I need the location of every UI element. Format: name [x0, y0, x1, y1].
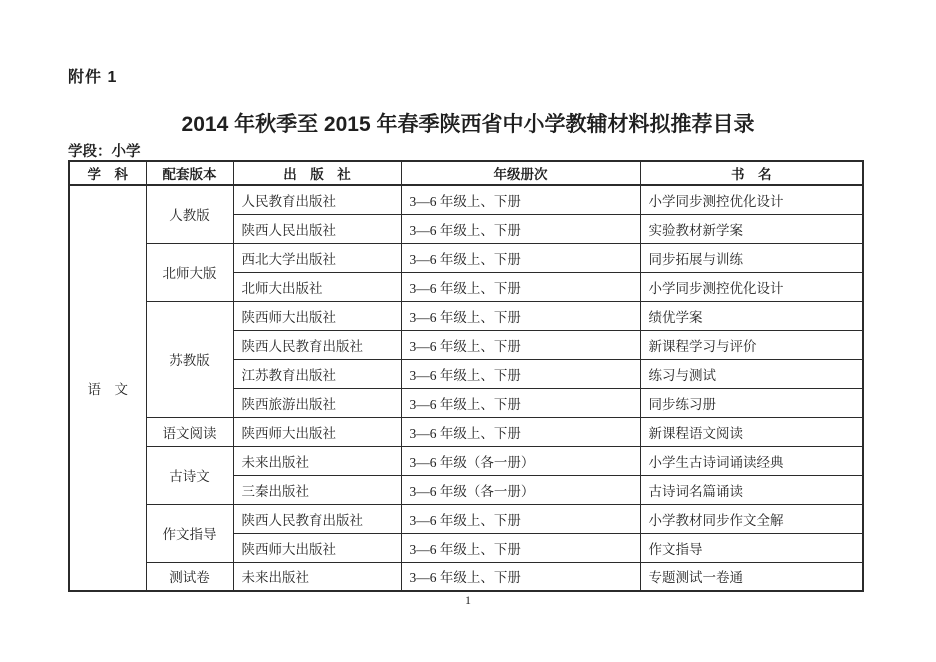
book-cell: 绩优学案 — [640, 301, 863, 330]
table-row — [69, 301, 863, 330]
grade-cell: 3—6 年级上、下册 — [401, 388, 640, 417]
table-body — [69, 185, 863, 591]
grade-cell: 3—6 年级上、下册 — [401, 359, 640, 388]
grade-cell: 3—6 年级上、下册 — [401, 330, 640, 359]
table-header — [69, 161, 863, 185]
grade-cell: 3—6 年级上、下册 — [401, 417, 640, 446]
publisher-cell: 三秦出版社 — [233, 475, 401, 504]
version-cell: 测试卷 — [146, 562, 233, 591]
grade-cell: 3—6 年级上、下册 — [401, 533, 640, 562]
grade-cell: 3—6 年级上、下册 — [401, 214, 640, 243]
book-cell: 专题测试一卷通 — [640, 562, 863, 591]
book-cell: 小学同步测控优化设计 — [640, 185, 863, 214]
stage-label: 学段：小学 — [68, 144, 141, 160]
table-row — [69, 446, 863, 475]
grade-cell: 3—6 年级上、下册 — [401, 301, 640, 330]
publisher-cell: 未来出版社 — [233, 562, 401, 591]
book-cell: 实验教材新学案 — [640, 214, 863, 243]
book-cell: 练习与测试 — [640, 359, 863, 388]
col-header-version: 配套版本 — [146, 161, 233, 185]
col-header-book: 书 名 — [640, 161, 863, 185]
table-row — [69, 243, 863, 272]
page-number: 1 — [465, 593, 471, 607]
grade-cell: 3—6 年级上、下册 — [401, 243, 640, 272]
table-row — [69, 185, 863, 214]
table-row — [69, 562, 863, 591]
version-cell: 人教版 — [146, 185, 233, 243]
grade-cell: 3—6 年级上、下册 — [401, 504, 640, 533]
book-cell: 小学教材同步作文全解 — [640, 504, 863, 533]
book-cell: 新课程语文阅读 — [640, 417, 863, 446]
header-row — [69, 161, 863, 185]
grade-cell: 3—6 年级（各一册） — [401, 446, 640, 475]
publisher-cell: 北师大出版社 — [233, 272, 401, 301]
publisher-cell: 陕西师大出版社 — [233, 301, 401, 330]
publisher-cell: 陕西师大出版社 — [233, 417, 401, 446]
version-cell: 语文阅读 — [146, 417, 233, 446]
subject-cell: 语 文 — [69, 185, 146, 591]
col-header-publisher: 出 版 社 — [233, 161, 401, 185]
book-cell: 新课程学习与评价 — [640, 330, 863, 359]
version-cell: 作文指导 — [146, 504, 233, 562]
publisher-cell: 西北大学出版社 — [233, 243, 401, 272]
table-row — [69, 504, 863, 533]
publisher-cell: 陕西人民教育出版社 — [233, 504, 401, 533]
book-cell: 小学同步测控优化设计 — [640, 272, 863, 301]
book-cell: 古诗词名篇诵读 — [640, 475, 863, 504]
grade-cell: 3—6 年级上、下册 — [401, 272, 640, 301]
table-row — [69, 417, 863, 446]
col-header-grade: 年级册次 — [401, 161, 640, 185]
publisher-cell: 陕西人民出版社 — [233, 214, 401, 243]
grade-cell: 3—6 年级上、下册 — [401, 562, 640, 591]
version-cell: 北师大版 — [146, 243, 233, 301]
col-header-subject: 学 科 — [69, 161, 146, 185]
publisher-cell: 江苏教育出版社 — [233, 359, 401, 388]
grade-cell: 3—6 年级（各一册） — [401, 475, 640, 504]
catalog-table — [68, 160, 864, 592]
publisher-cell: 陕西旅游出版社 — [233, 388, 401, 417]
book-cell: 同步练习册 — [640, 388, 863, 417]
book-cell: 小学生古诗词诵读经典 — [640, 446, 863, 475]
publisher-cell: 陕西人民教育出版社 — [233, 330, 401, 359]
book-cell: 作文指导 — [640, 533, 863, 562]
book-cell: 同步拓展与训练 — [640, 243, 863, 272]
version-cell: 苏教版 — [146, 301, 233, 417]
attachment-label: 附件 1 — [68, 69, 118, 86]
publisher-cell: 陕西师大出版社 — [233, 533, 401, 562]
version-cell: 古诗文 — [146, 446, 233, 504]
page-title: 2014 年秋季至 2015 年春季陕西省中小学教辅材料拟推荐目录 — [181, 113, 755, 136]
publisher-cell: 人民教育出版社 — [233, 185, 401, 214]
grade-cell: 3—6 年级上、下册 — [401, 185, 640, 214]
publisher-cell: 未来出版社 — [233, 446, 401, 475]
